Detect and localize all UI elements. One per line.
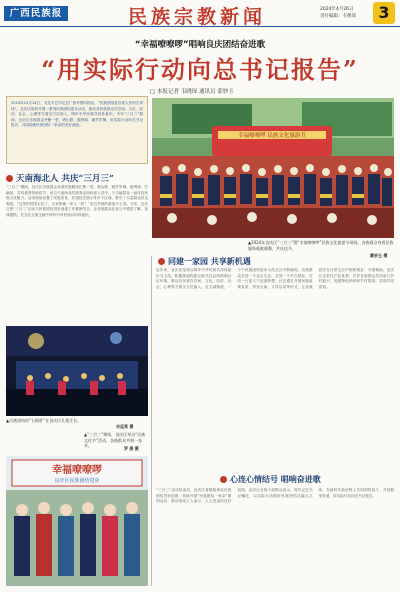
section-2-title: 同建一家园 共享新机遇 — [168, 256, 251, 266]
banner-photo-subtitle: 良庆区民族团结进步 — [54, 478, 100, 484]
section-1-title: 天南海北人 共庆“三月三” — [16, 174, 114, 184]
section-bullet-icon — [220, 476, 227, 483]
issue-meta — [320, 6, 356, 20]
lead-photo-credit: 蒙妙玉 摄 — [370, 253, 388, 258]
lead-photo-caption: ▲2024年良庆区“三月三”暨“幸福嘹嘹啰”民族文化旅游节现场，各族群众身着民族服饰载歌载舞，共庆佳节。 — [248, 240, 394, 251]
stage-photo-caption: ▲民族团结的“石榴籽”在良庆区扎根生长。 — [6, 418, 82, 423]
banner-photo — [6, 456, 148, 586]
group-photo-caption: ▲“三月三”期间，良庆区举办“民族文化节”活动，各族群众共唱一家亲。 — [84, 432, 146, 448]
section-1-heading — [6, 172, 114, 184]
column-divider — [151, 256, 152, 586]
section-3-heading — [220, 474, 321, 485]
page-number-badge: 3 — [373, 2, 395, 24]
article-headline: “用实际行动向总书记报告” — [41, 55, 359, 84]
article-byline: □ 本报记者 韦晓琛 通讯员 蒙妙玉 — [150, 89, 234, 95]
intro-text: 2023年12月14日，习近平总书记在广西考察时指出，“民族团结是各族人民的生命线”。良庆区组织开展一系列民族团结进步活动，推动各民族群众在空间、文化、经济、社会、心理等方面全方位嵌入，铸牢中华民族共同体意识。今年“三月三”期间，良庆区各族群众齐聚一堂，唱山歌、抛绣球、跳竹竿舞，用实际行动向总书记报告，共同绘就民族团结一家亲的美好画卷。 — [11, 101, 143, 128]
lead-photo — [152, 98, 394, 238]
section-bullet-icon — [6, 175, 13, 182]
article-kicker: “幸福嘹嘹啰”唱响良庆团结奋进歌 — [134, 40, 266, 50]
stage-photo — [6, 326, 148, 416]
section-title: 民族宗教新闻 — [128, 6, 267, 28]
section-3-body: “三月三”活动结束后，良庆区将继续深化民族团结进步创建，持续开展“民族团结一家亲”系列活动，推动形成人人参与、人人受益的良好局面。良庆区各族干部群众表示，将牢记总书记嘱托，以实际行动做好民族团结这篇大文章，在新时代新征程上共同团结奋斗、共同繁荣发展，用实际行动向总书记报告。 — [156, 488, 394, 504]
paper-name-logo: 广西民族报 — [4, 6, 68, 21]
issue-date: 2024年4月26日 — [320, 7, 354, 12]
section-bullet-icon — [158, 258, 165, 265]
banner-photo-title: 幸福嘹嘹啰 — [52, 465, 102, 476]
group-photo-credit: 罗 燕 摄 — [124, 446, 139, 451]
stage-photo-credit: 宋廷莱 摄 — [116, 424, 134, 429]
intro-box — [6, 96, 148, 164]
masthead — [0, 0, 400, 27]
section-2-body: 近年来，良庆区坚持以铸牢中华民族共同体意识为主线，积极探索构建互嵌式社会结构和社区环境，推动各民族在空间、文化、经济、社会、心理等方面全方位嵌入。在玉洞街道，一个个民族团结进步示范社区不断涌现，各族群众在同一个社区生活、在同一个平台就业、在同一片蓝天下追逐梦想。社区通过开展民族政策宣讲、邻里互助、文体活动等形式，让各族居民在日常生活中相知相亲、守望相助。良庆区还依托产业优势，引导各族群众共同参与乡村振兴，发展特色种养和乡村旅游，实现共同富裕。 — [156, 268, 394, 289]
section-2-heading — [158, 256, 251, 267]
stage-banner-text: 幸福嘹嘹啰 民族文化旅游节 — [238, 133, 306, 139]
section-1-body: “三月三”期间，良庆区各族群众身着民族服饰汇聚一堂，唱山歌、跳竹竿舞、抛绣球、打扁担，共同欢度传统佳节。来自天南海北的游客也纷纷加入其中，与当地群众一起体验民族文化魅力。活动现场设置了民族美食、非遗技艺展示等多个区域，吸引了大量群众驻足观看。“这里的氛围太好了，大家都像一家人一样！”来自外地的游客小王说。今年，良庆区把“三月三”活动与民族团结进步创建工作紧密结合，让各族群众在参与中增进了解、加深感情，在交往交流交融中铸牢中华民族共同体意识。 — [6, 185, 148, 217]
issue-editor: 责任编辑：韦俊琛 — [320, 14, 356, 19]
section-3-title: 心连心情结号 唱响奋进歌 — [230, 474, 321, 484]
